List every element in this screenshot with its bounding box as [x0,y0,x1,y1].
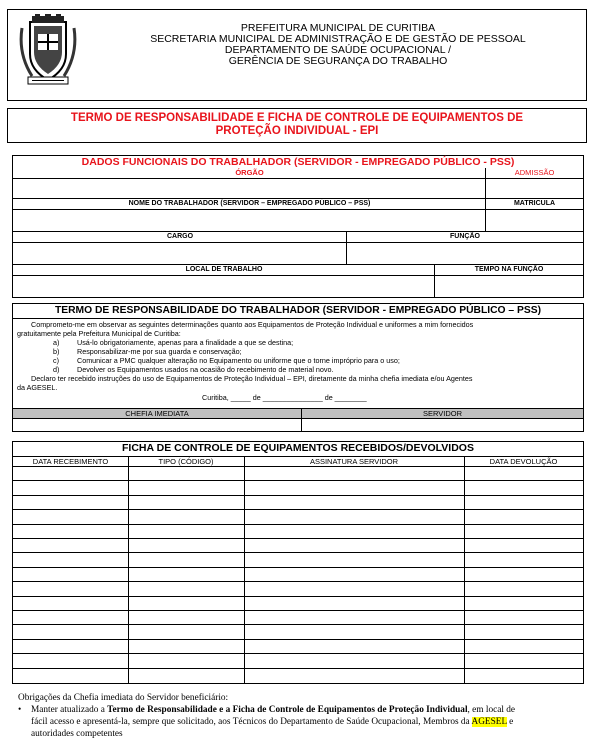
divider [244,456,245,683]
divider [434,265,435,297]
list-item [53,338,573,347]
table-row[interactable] [13,654,583,667]
header-line: SECRETARIA MUNICIPAL DE ADMINISTRAÇÃO E DE GESTÃO DE PESSOAL [150,33,526,45]
footer-text: e [506,717,514,727]
funcao-label: FUNÇÃO [450,233,480,240]
coat-of-arms-icon [18,14,78,86]
cargo-label: CARGO [166,233,194,240]
table-row[interactable] [13,597,583,610]
termo-heading: TERMO DE RESPONSABILIDADE DO TRABALHADOR (SERVIDOR - EMPREGADO PÚBLICO – PSS) [54,305,542,316]
list-marker: b) [53,347,60,356]
header-line: PREFEITURA MUNICIPAL DE CURITIBA [240,22,436,34]
nome-label: NOME DO TRABALHADOR (SERVIDOR – EMPREGADO PÚBLICO – PSS) [128,200,371,207]
table-row[interactable] [13,525,583,538]
local-field[interactable] [13,276,435,297]
tempo-field[interactable] [435,276,583,297]
header-text [98,23,578,67]
matricula-label: MATRICULA [513,200,556,207]
list-text: Devolver os Equipamentos usados na ocasião do recebimento de material novo. [77,365,334,374]
document-title: PROTEÇÃO INDIVIDUAL - EPI [215,125,379,137]
cargo-field[interactable] [13,243,347,264]
chefia-signature-field[interactable] [13,419,301,431]
servidor-label: SERVIDOR [302,409,583,418]
table-row[interactable] [13,467,583,480]
footer-bullet [18,704,588,716]
column-header: DATA RECEBIMENTO [32,457,109,466]
bullet-icon: • [18,705,22,715]
list-marker: a) [53,338,60,347]
list-item [53,347,573,356]
column-header: TIPO (CÓDIGO) [158,457,214,466]
divider [13,318,583,319]
divider [13,231,583,232]
list-text: Usá-lo obrigatoriamente, apenas para a finalidade a que se destina; [77,338,294,347]
termo-intro: Comprometo-me em observar as seguintes determinações quanto aos Equipamentos de Proteção Individual e uniformes a mim fornecidos [31,320,474,329]
divider [13,264,583,265]
admissao-label: ADMISSÃO [514,168,555,177]
table-row[interactable] [13,582,583,595]
divider [464,456,465,683]
table-row[interactable] [13,640,583,653]
footer-text: fácil acesso e apresentá-la, sempre que solicitado, aos Técnicos do Departamento de Saúde Ocupacional, Membros da [31,717,472,727]
list-item [53,356,573,365]
column-header: ASSINATURA SERVIDOR [309,457,399,466]
header-line: GERÊNCIA DE SEGURANÇA DO TRABALHO [228,55,448,67]
header-line: DEPARTAMENTO DE SAÚDE OCUPACIONAL / [224,44,452,56]
header-box [7,9,587,101]
table-row[interactable] [13,510,583,523]
table-row[interactable] [13,481,583,494]
local-label: LOCAL DE TRABALHO [185,266,263,273]
footer-text: , em local de [467,705,516,715]
divider [13,198,583,199]
column-header: DATA DEVOLUÇÃO [489,457,558,466]
table-row[interactable] [13,496,583,509]
table-row[interactable] [13,568,583,581]
dados-heading: DADOS FUNCIONAIS DO TRABALHADOR (SERVIDOR - EMPREGADO PÚBLICO - PSS) [81,156,515,168]
list-text: Responsabilizar-me por sua guarda e conservação; [77,347,242,356]
dados-funcionais-box [12,155,584,298]
list-item [53,365,573,374]
divider [128,456,129,683]
title-box [7,108,587,143]
ficha-box [12,441,584,684]
table-row[interactable] [13,611,583,624]
footer-text: Manter atualizado a [31,705,108,715]
table-row[interactable] [13,539,583,552]
admissao-field[interactable] [486,179,583,198]
list-marker: c) [53,356,59,365]
footer-line: autoridades competentes [31,729,123,739]
footer-bold-text: Termo de Responsabilidade e a Ficha de Controle de Equipamentos de Proteção Individual [107,705,468,715]
tempo-label: TEMPO NA FUNÇÃO [474,266,544,273]
table-row[interactable] [13,553,583,566]
servidor-signature-field[interactable] [302,419,583,431]
matricula-field[interactable] [486,210,583,231]
document-title: TERMO DE RESPONSABILIDADE E FICHA DE CONTROLE DE EQUIPAMENTOS DE [70,112,524,124]
funcao-field[interactable] [347,243,583,264]
agesel-highlight: AGESEL [471,717,507,727]
termo-declaro: Declaro ter recebido instruções do uso de Equipamentos de Proteção Individual – EPI, diretamente da minha chefia imediata e/ou Agentes [31,374,473,383]
orgao-field[interactable] [13,179,486,198]
footer-intro: Obrigações da Chefia imediata do Servidor beneficiário: [18,693,229,703]
chefia-label: CHEFIA IMEDIATA [13,409,301,418]
table-row[interactable] [13,625,583,638]
nome-field[interactable] [13,210,486,231]
date-line[interactable]: Curitiba, _____ de _______________ de ________ [202,393,367,402]
termo-intro: gratuitamente pela Prefeitura Municipal de Curitiba: [17,329,181,338]
orgao-label: ÓRGÃO [235,168,264,177]
list-marker: d) [53,365,60,374]
list-text: Comunicar a PMC qualquer alteração no Equipamento ou uniforme que o torne impróprio para o uso; [77,356,400,365]
footer-line [18,716,588,728]
table-row[interactable] [13,669,583,682]
ficha-heading: FICHA DE CONTROLE DE EQUIPAMENTOS RECEBIDOS/DEVOLVIDOS [122,442,474,454]
divider [485,168,486,232]
divider [346,232,347,265]
termo-declaro: da AGESEL. [17,383,58,392]
termo-box [12,303,584,432]
footer [18,692,588,740]
